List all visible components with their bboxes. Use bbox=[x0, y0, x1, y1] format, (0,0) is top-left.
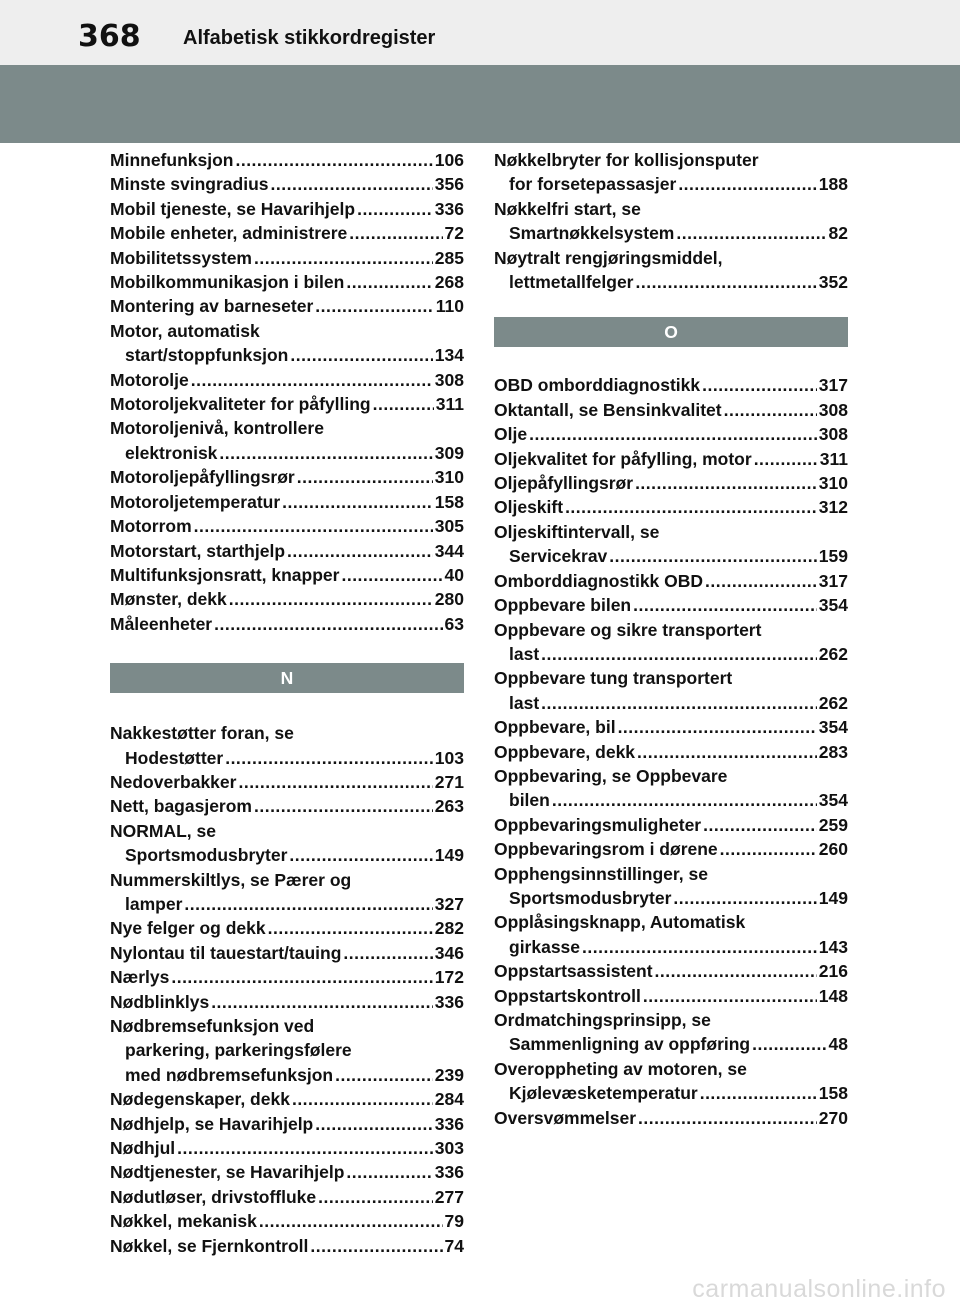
index-entry-page: 336 bbox=[434, 991, 464, 1012]
index-entry-page: 74 bbox=[444, 1235, 464, 1256]
index-entry-term: Oljepåfyllingsrør bbox=[494, 473, 634, 494]
index-entry-page: 79 bbox=[444, 1211, 464, 1232]
dot-leader bbox=[637, 740, 817, 764]
index-entry-term: Motoroljepåfyllingsrør bbox=[110, 467, 295, 488]
index-entry-term: Mobil tjeneste, se Havarihjelp bbox=[110, 198, 356, 219]
dot-leader bbox=[678, 172, 816, 196]
index-entry-page: 159 bbox=[818, 546, 848, 567]
index-entry-page: 72 bbox=[444, 223, 464, 244]
page-number: 368 bbox=[78, 19, 141, 54]
dot-leader bbox=[705, 569, 817, 593]
index-entry-term: Oppbevaringsrom i dørene bbox=[494, 839, 718, 860]
index-entry-continuation: Hodestøtter bbox=[125, 747, 224, 768]
index-entry-term: Opplåsingsknapp, Automatisk bbox=[494, 912, 746, 933]
index-entry-page: 172 bbox=[434, 967, 464, 988]
index-entry bbox=[494, 862, 848, 911]
index-entry-term: Oppbevare og sikre transportert bbox=[494, 619, 762, 640]
dot-leader bbox=[346, 270, 432, 294]
index-entry-continuation: Sportsmodusbryter bbox=[509, 887, 672, 908]
index-entry-term: Oppbevare, dekk bbox=[494, 741, 636, 762]
index-entry bbox=[110, 392, 464, 416]
index-entry-term: Oppstartsassistent bbox=[494, 961, 653, 982]
index-entry-page: 310 bbox=[434, 467, 464, 488]
index-entry-continuation: elektronisk bbox=[125, 442, 218, 463]
index-entry bbox=[494, 837, 848, 861]
dot-leader bbox=[287, 539, 433, 563]
dot-leader bbox=[184, 892, 432, 916]
index-entry-page: 309 bbox=[434, 442, 464, 463]
index-entry-term: Opphengsinnstillinger, se bbox=[494, 863, 708, 884]
index-entry bbox=[110, 563, 464, 587]
index-entry-term: Oppbevare tung transportert bbox=[494, 668, 733, 689]
index-entry-term: Minste svingradius bbox=[110, 174, 269, 195]
index-entry bbox=[110, 148, 464, 172]
dot-leader bbox=[373, 392, 434, 416]
dot-leader bbox=[582, 935, 817, 959]
index-entry-term: Ordmatchingsprinsipp, se bbox=[494, 1010, 711, 1030]
index-entry-term: Overoppheting av motoren, se bbox=[494, 1058, 747, 1079]
index-entry-page: 149 bbox=[818, 887, 848, 908]
index-entry bbox=[110, 794, 464, 818]
index-entry bbox=[110, 319, 464, 368]
index-entry-page: 354 bbox=[818, 717, 848, 738]
index-entry bbox=[110, 221, 464, 245]
index-entry-page: 277 bbox=[434, 1186, 464, 1207]
dot-leader bbox=[754, 447, 818, 471]
dot-leader bbox=[292, 1087, 433, 1111]
index-entry bbox=[494, 740, 848, 764]
dot-leader bbox=[702, 373, 817, 397]
index-entry-term: Nøkkel, mekanisk bbox=[110, 1211, 257, 1232]
index-entry bbox=[494, 246, 848, 295]
dot-leader bbox=[341, 563, 442, 587]
index-entry-term: Nedoverbakker bbox=[110, 771, 237, 792]
index-entry bbox=[494, 764, 848, 813]
index-entry-page: 270 bbox=[818, 1107, 848, 1128]
dot-leader bbox=[219, 441, 432, 465]
index-entry-term: OBD omborddiagnostikk bbox=[494, 375, 701, 396]
dot-leader bbox=[633, 593, 817, 617]
index-entry bbox=[110, 246, 464, 270]
index-entry-term: Mobile enheter, administrere bbox=[110, 223, 348, 244]
index-entry-continuation: Sportsmodusbryter bbox=[125, 845, 288, 866]
index-entry bbox=[494, 447, 848, 471]
index-entry bbox=[494, 398, 848, 422]
dot-leader bbox=[638, 1106, 817, 1130]
index-entry-term: Mobilkommunikasjon i bilen bbox=[110, 272, 345, 293]
index-entry-page: 110 bbox=[435, 296, 464, 317]
index-entry-term: Nylontau til tauestart/tauing bbox=[110, 942, 342, 963]
index-entry-page: 271 bbox=[434, 771, 464, 792]
dot-leader bbox=[335, 1063, 433, 1087]
index-entry-page: 285 bbox=[434, 247, 464, 268]
dot-leader bbox=[541, 642, 817, 666]
index-entry bbox=[494, 495, 848, 519]
dot-leader bbox=[297, 465, 433, 489]
index-entry-term: Nødbremsefunksjon ved bbox=[110, 1016, 315, 1036]
index-entry-page: 143 bbox=[818, 936, 848, 957]
index-entry-term: Nakkestøtter foran, se bbox=[110, 723, 294, 744]
index-entry-page: 158 bbox=[818, 1083, 848, 1104]
index-entry bbox=[110, 1160, 464, 1184]
section-heading: N bbox=[110, 663, 464, 693]
index-entry-page: 336 bbox=[434, 1162, 464, 1183]
dot-leader bbox=[703, 813, 817, 837]
index-entry-page: 148 bbox=[818, 985, 848, 1006]
dot-leader bbox=[254, 794, 433, 818]
index-entry-page: 282 bbox=[434, 918, 464, 939]
header-band bbox=[0, 65, 960, 143]
index-entry bbox=[110, 770, 464, 794]
dot-leader bbox=[315, 294, 434, 318]
index-entry bbox=[110, 587, 464, 611]
index-entry-continuation: lettmetallfelger bbox=[509, 272, 634, 293]
index-entry-page: 336 bbox=[434, 1113, 464, 1134]
index-column-right bbox=[494, 148, 848, 1130]
index-entry-continuation: for forsetepassasjer bbox=[509, 174, 677, 195]
index-entry bbox=[110, 1209, 464, 1233]
index-entry-page: 149 bbox=[434, 845, 464, 866]
dot-leader bbox=[191, 368, 433, 392]
index-entry bbox=[110, 965, 464, 989]
index-entry-term: Mobilitetssystem bbox=[110, 247, 252, 268]
index-entry bbox=[110, 868, 464, 917]
index-entry-term: Multifunksjonsratt, knapper bbox=[110, 564, 340, 585]
dot-leader bbox=[346, 1160, 432, 1184]
index-entry bbox=[494, 666, 848, 715]
dot-leader bbox=[171, 965, 432, 989]
index-entry-page: 48 bbox=[828, 1034, 848, 1055]
index-entry bbox=[110, 270, 464, 294]
index-entry-page: 268 bbox=[434, 272, 464, 293]
index-entry-continuation: lamper bbox=[125, 893, 183, 914]
index-entry-continuation: Kjølevæsketemperatur bbox=[509, 1083, 698, 1104]
index-entry bbox=[494, 148, 848, 197]
index-entry bbox=[494, 618, 848, 667]
index-entry-term: NORMAL, se bbox=[110, 820, 216, 841]
dot-leader bbox=[552, 788, 817, 812]
index-entry-term: Nødblinklys bbox=[110, 991, 210, 1012]
index-entry bbox=[110, 368, 464, 392]
index-entry-page: 188 bbox=[818, 174, 848, 195]
index-entry-page: 308 bbox=[818, 399, 848, 420]
index-entry-page: 317 bbox=[818, 375, 848, 396]
section-heading: O bbox=[494, 317, 848, 347]
index-entry-term: Nummerskiltlys, se Pærer og bbox=[110, 869, 352, 890]
dot-leader bbox=[211, 990, 433, 1014]
index-entry-term: Nøkkelfri start, se bbox=[494, 198, 641, 219]
dot-leader bbox=[724, 398, 817, 422]
dot-leader bbox=[214, 612, 442, 636]
dot-leader bbox=[310, 1234, 442, 1258]
index-entry-continuation: Sammenligning av oppføring bbox=[509, 1034, 751, 1055]
dot-leader bbox=[655, 959, 817, 983]
index-entry-continuation: Servicekrav bbox=[509, 546, 608, 567]
dot-leader bbox=[235, 148, 432, 172]
index-entry-term: Oljeskift bbox=[494, 497, 564, 518]
dot-leader bbox=[268, 916, 433, 940]
index-entry bbox=[494, 197, 848, 246]
dot-leader bbox=[529, 422, 817, 446]
index-entry-term: Motoroljenivå, kontrollere bbox=[110, 418, 324, 439]
dot-leader bbox=[609, 544, 817, 568]
dot-leader bbox=[673, 886, 816, 910]
index-entry-term: Oljeskiftintervall, se bbox=[494, 521, 660, 542]
index-entry-term: Nøkkel, se Fjernkontroll bbox=[110, 1235, 309, 1256]
index-entry bbox=[110, 1136, 464, 1160]
index-entry-continuation: med nødbremsefunksjon bbox=[125, 1064, 334, 1085]
index-entry-term: Mønster, dekk bbox=[110, 589, 227, 610]
index-entry-page: 284 bbox=[434, 1089, 464, 1110]
dot-leader bbox=[700, 1081, 817, 1105]
dot-leader bbox=[315, 1112, 433, 1136]
dot-leader bbox=[289, 843, 432, 867]
index-entry bbox=[110, 1234, 464, 1258]
index-entry-term: Montering av barneseter bbox=[110, 296, 314, 317]
chapter-title: Alfabetisk stikkordregister bbox=[183, 27, 436, 49]
index-entry bbox=[494, 422, 848, 446]
page-header bbox=[0, 0, 960, 65]
index-entry bbox=[494, 910, 848, 959]
index-entry-page: 336 bbox=[434, 198, 464, 219]
index-entry-page: 344 bbox=[434, 540, 464, 561]
index-entry bbox=[494, 1057, 848, 1106]
index-entry-continuation: last bbox=[509, 643, 540, 664]
index-entry bbox=[110, 941, 464, 965]
index-entry-continuation: girkasse bbox=[509, 936, 581, 957]
index-entry-page: 356 bbox=[434, 174, 464, 195]
index-entry-term: Nett, bagasjerom bbox=[110, 796, 252, 817]
index-entry-term: Oppbevare bilen bbox=[494, 595, 632, 616]
index-entry bbox=[110, 1112, 464, 1136]
index-entry-term: Nøytralt rengjøringsmiddel, bbox=[494, 247, 723, 268]
index-entry-term: Oppstartskontroll bbox=[494, 985, 641, 1006]
index-entry bbox=[110, 172, 464, 196]
index-entry-page: 106 bbox=[434, 150, 464, 170]
dot-leader bbox=[343, 941, 432, 965]
index-entry-term: Motoroljetemperatur bbox=[110, 491, 281, 512]
dot-leader bbox=[635, 471, 817, 495]
dot-leader bbox=[177, 1136, 433, 1160]
index-entry-term: Motorolje bbox=[110, 369, 189, 390]
index-entry-page: 346 bbox=[434, 942, 464, 963]
index-entry-term: Oppbevaringsmuligheter bbox=[494, 814, 702, 835]
dot-leader bbox=[229, 587, 433, 611]
dot-leader bbox=[282, 490, 433, 514]
index-entry-term: Oktantall, se Bensinkvalitet bbox=[494, 399, 722, 420]
index-entry-term: Nye felger og dekk bbox=[110, 918, 266, 939]
index-entry-term: Nødegenskaper, dekk bbox=[110, 1089, 290, 1110]
index-entry bbox=[110, 819, 464, 868]
index-entry bbox=[494, 520, 848, 569]
index-entry-continuation: parkering, parkeringsfølere bbox=[125, 1040, 352, 1061]
index-entry-page: 158 bbox=[434, 491, 464, 512]
index-entry bbox=[110, 465, 464, 489]
index-entry bbox=[110, 612, 464, 636]
dot-leader bbox=[643, 984, 817, 1008]
index-entry-page: 262 bbox=[818, 692, 848, 713]
dot-leader bbox=[565, 495, 817, 519]
index-entry bbox=[110, 197, 464, 221]
index-entry-page: 259 bbox=[818, 814, 848, 835]
dot-leader bbox=[259, 1209, 443, 1233]
index-entry-term: Oversvømmelser bbox=[494, 1107, 637, 1128]
index-entry-page: 352 bbox=[818, 272, 848, 293]
index-entry-page: 311 bbox=[819, 448, 848, 469]
dot-leader bbox=[238, 770, 432, 794]
index-entry-page: 103 bbox=[434, 747, 464, 768]
index-entry-term: Motoroljekvaliteter for påfylling bbox=[110, 394, 371, 415]
index-entry bbox=[110, 1087, 464, 1111]
index-entry bbox=[110, 416, 464, 465]
index-entry bbox=[110, 721, 464, 770]
index-entry-page: 354 bbox=[818, 595, 848, 616]
index-entry-page: 262 bbox=[818, 643, 848, 664]
index-entry bbox=[494, 593, 848, 617]
index-entry-page: 263 bbox=[434, 796, 464, 817]
index-entry-term: Oljekvalitet for påfylling, motor bbox=[494, 448, 752, 469]
index-entry-term: Olje bbox=[494, 424, 528, 445]
index-entry bbox=[110, 294, 464, 318]
index-entry-page: 354 bbox=[818, 790, 848, 811]
index-entry bbox=[110, 1014, 464, 1087]
index-entry-term: Omborddiagnostikk OBD bbox=[494, 570, 704, 591]
index-entry-term: Nødhjul bbox=[110, 1138, 176, 1159]
index-entry-page: 260 bbox=[818, 839, 848, 860]
index-entry bbox=[494, 984, 848, 1008]
index-entry-page: 134 bbox=[434, 345, 464, 366]
index-entry-page: 308 bbox=[434, 369, 464, 390]
index-entry bbox=[494, 373, 848, 397]
index-entry-term: Nødtjenester, se Havarihjelp bbox=[110, 1162, 345, 1183]
dot-leader bbox=[290, 343, 432, 367]
index-entry-term: Minnefunksjon bbox=[110, 150, 234, 170]
dot-leader bbox=[635, 270, 816, 294]
dot-leader bbox=[349, 221, 442, 245]
index-entry bbox=[110, 916, 464, 940]
index-entry-page: 305 bbox=[434, 516, 464, 537]
index-entry-term: Motor, automatisk bbox=[110, 320, 260, 341]
index-entry-page: 283 bbox=[818, 741, 848, 762]
index-entry-term: Nødhjelp, se Havarihjelp bbox=[110, 1113, 314, 1134]
index-entry-term: Måleenheter bbox=[110, 613, 213, 634]
index-entry-continuation: bilen bbox=[509, 790, 550, 811]
index-entry-term: Motorrom bbox=[110, 516, 192, 537]
index-entry-page: 239 bbox=[434, 1064, 464, 1085]
dot-leader bbox=[318, 1185, 433, 1209]
index-entry-term: Oppbevaring, se Oppbevare bbox=[494, 765, 728, 786]
index-entry bbox=[494, 1008, 848, 1057]
index-entry bbox=[110, 514, 464, 538]
index-entry-term: Nærlys bbox=[110, 967, 170, 988]
index-entry-term: Nøkkelbryter for kollisjonsputer bbox=[494, 150, 759, 170]
index-entry bbox=[494, 715, 848, 739]
dot-leader bbox=[271, 172, 433, 196]
index-entry-term: Motorstart, starthjelp bbox=[110, 540, 286, 561]
index-entry-term: Nødutløser, drivstoffluke bbox=[110, 1186, 317, 1207]
index-entry bbox=[494, 959, 848, 983]
index-entry bbox=[110, 539, 464, 563]
dot-leader bbox=[194, 514, 433, 538]
dot-leader bbox=[676, 221, 826, 245]
index-entry-continuation: Smartnøkkelsystem bbox=[509, 223, 675, 244]
index-entry-page: 308 bbox=[818, 424, 848, 445]
index-entry-page: 63 bbox=[444, 613, 464, 634]
index-entry-continuation: last bbox=[509, 692, 540, 713]
dot-leader bbox=[254, 246, 433, 270]
index-entry bbox=[494, 1106, 848, 1130]
dot-leader bbox=[357, 197, 433, 221]
index-entry bbox=[110, 490, 464, 514]
index-entry-continuation: start/stoppfunksjon bbox=[125, 345, 289, 366]
watermark: carmanualsonline.info bbox=[692, 1275, 946, 1303]
index-entry-term: Oppbevare, bil bbox=[494, 717, 616, 738]
index-entry-page: 280 bbox=[434, 589, 464, 610]
dot-leader bbox=[752, 1032, 826, 1056]
index-entry-page: 312 bbox=[818, 497, 848, 518]
index-entry-page: 317 bbox=[818, 570, 848, 591]
dot-leader bbox=[618, 715, 817, 739]
dot-leader bbox=[225, 746, 433, 770]
index-entry bbox=[110, 1185, 464, 1209]
index-entry bbox=[494, 471, 848, 495]
index-entry bbox=[494, 813, 848, 837]
index-entry-page: 327 bbox=[434, 893, 464, 914]
index-entry-page: 40 bbox=[444, 564, 464, 585]
index-entry-page: 82 bbox=[828, 223, 848, 244]
index-entry-page: 310 bbox=[818, 473, 848, 494]
dot-leader bbox=[720, 837, 817, 861]
index-entry-page: 311 bbox=[435, 394, 464, 415]
index-entry-page: 216 bbox=[818, 961, 848, 982]
index-entry bbox=[494, 569, 848, 593]
index-column-left bbox=[110, 148, 464, 1258]
dot-leader bbox=[541, 691, 817, 715]
index-entry-page: 303 bbox=[434, 1138, 464, 1159]
index-entry bbox=[110, 990, 464, 1014]
